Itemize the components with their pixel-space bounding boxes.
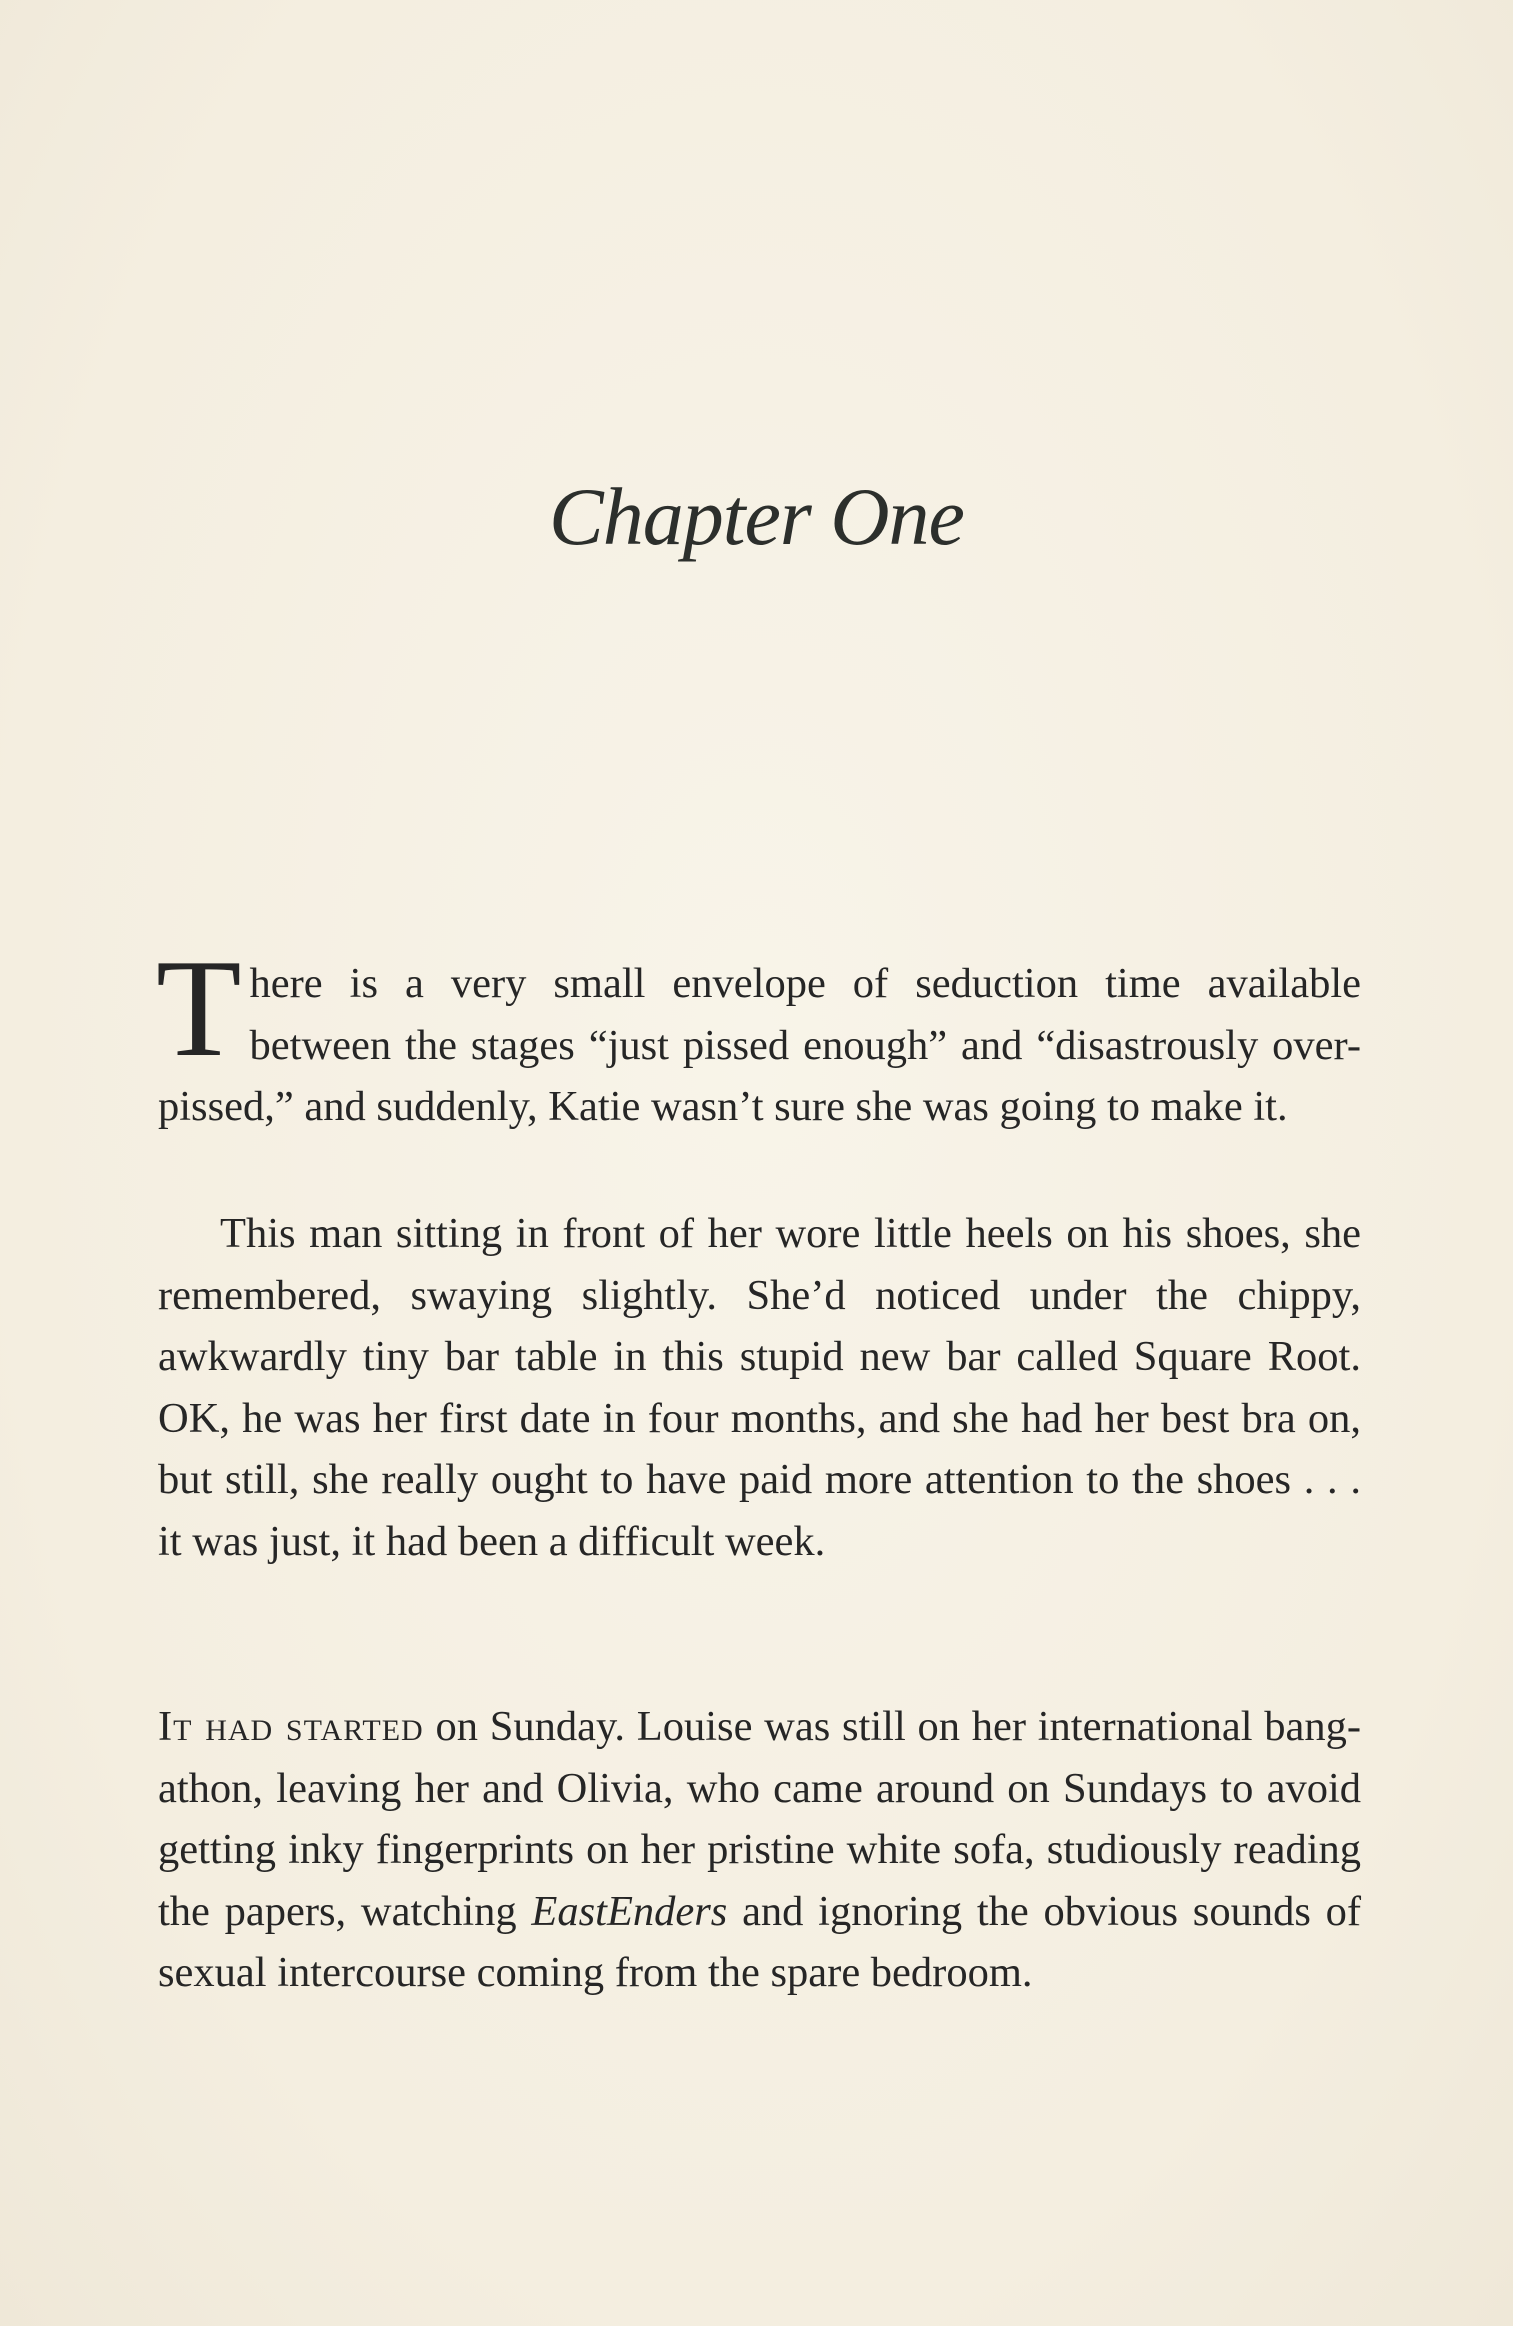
paragraph-1-text: here is a very small envelope of seduction time available between the stages “just pissed enough” and “disastrously over-pissed,” and suddenly, Katie wasn’t sure she was going to make it. [158, 960, 1361, 1130]
chapter-title: Chapter One [549, 471, 964, 562]
paragraph-1 [156, 931, 1361, 1138]
paragraph-2-text: This man sitting in front of her wore little heels on his shoes, she remembered, swaying slightly. She’d noticed under the chippy, awkwardly tiny bar table in this stupid new bar called Square Root. OK, he was her first date in four months, and she had her best bra on, but still, she really ought to have paid more attention to the shoes . . . it was just, it had been a difficult week. [158, 1210, 1361, 1565]
paragraph-3-text-a: on Sunday. Louise was still on her international bang-athon, leaving her and Olivia, who came around on Sundays to avoid getting inky fingerprints on her pristine white sofa, studiously reading the papers, watching [158, 1703, 1361, 1935]
paragraph-3-text-b: and ignoring the obvious sounds of sexual intercourse coming from the spare bedroom. [158, 1887, 1361, 1996]
drop-cap: T [156, 931, 242, 1086]
section-lead-in: It had started [158, 1703, 424, 1750]
paragraph-2 [158, 1203, 1361, 1572]
paragraph-3 [158, 1696, 1361, 2004]
show-title-italic: EastEnders [531, 1887, 728, 1935]
